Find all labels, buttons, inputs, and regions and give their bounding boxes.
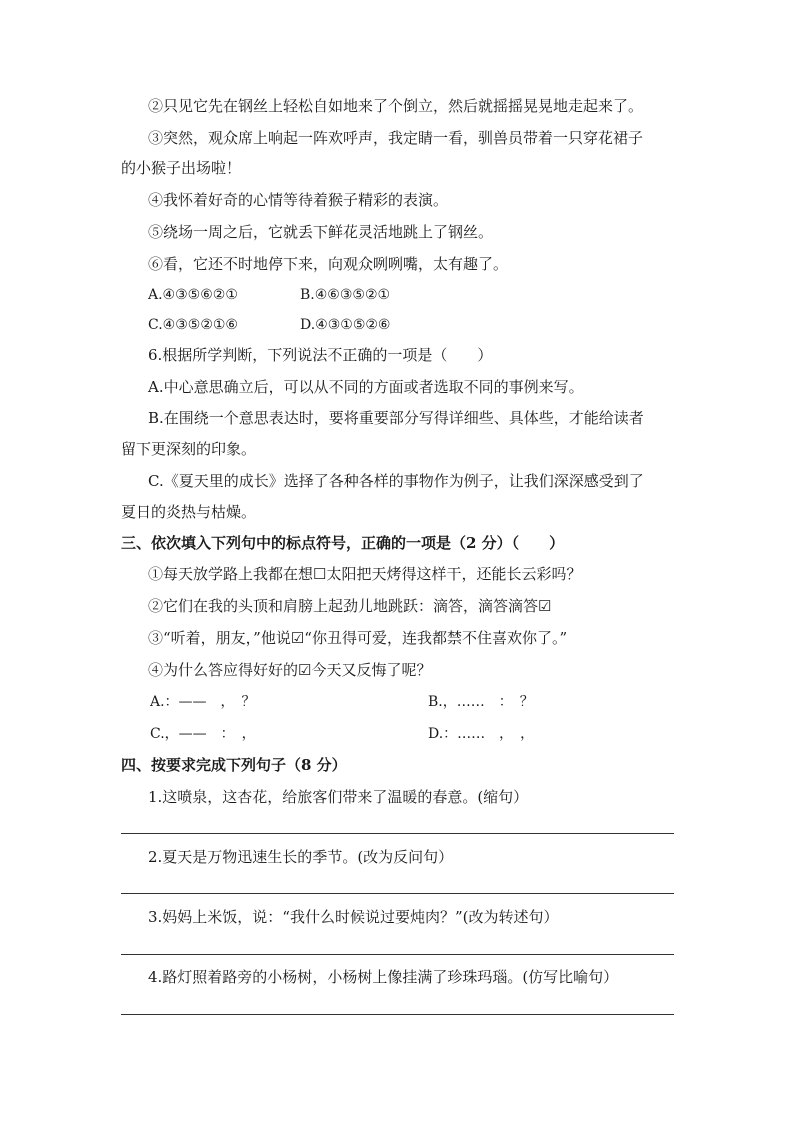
section4-heading: 四、按要求完成下列句子（8 分）	[121, 756, 347, 774]
q6-option-b-line1[interactable]: B.在围绕一个意思表达时，要将重要部分写得详细些、具体些，才能给读者	[148, 409, 644, 427]
section3-option-c[interactable]: C.，—— ： ，	[150, 726, 256, 742]
section4-item-1: 1.这喷泉，这杏花，给旅客们带来了温暖的春意。(缩句）	[148, 788, 529, 806]
q5-sentence-5: ⑤绕场一周之后，它就丢下鲜花灵活地跳上了钢丝。	[148, 223, 494, 241]
q6-option-a[interactable]: A.中心意思确立后，可以从不同的方面或者选取不同的事例来写。	[148, 378, 584, 396]
q5-option-d[interactable]: D.④③①⑤②⑥	[300, 317, 391, 333]
answer-line-3[interactable]	[121, 954, 674, 955]
q5-sentence-3-line2: 的小猴子出场啦！	[121, 159, 242, 177]
answer-line-2[interactable]	[121, 893, 674, 894]
answer-line-4[interactable]	[121, 1014, 674, 1015]
q6-option-b-line2[interactable]: 留下更深刻的印象。	[121, 440, 257, 458]
section3-sentence-3: ③“听着，朋友，”他说☑“你丑得可爱，连我都禁不住喜欢你了。”	[148, 629, 568, 647]
q5-option-c[interactable]: C.④③⑤②①⑥	[148, 317, 238, 333]
section3-heading: 三、依次填入下列句中的标点符号，正确的一项是（2 分）（ ）	[121, 534, 565, 552]
section3-option-b[interactable]: B.，…… ： ？	[428, 694, 534, 710]
q5-sentence-6: ⑥看，它还不时地停下来，向观众咧咧嘴，太有趣了。	[148, 255, 509, 273]
q5-option-b[interactable]: B.④⑥③⑤②①	[300, 287, 391, 303]
section3-option-d[interactable]: D.：…… ， ，	[428, 726, 535, 742]
section3-sentence-4: ④为什么答应得好好的☑今天又反悔了呢？	[148, 661, 432, 679]
section4-item-3: 3.妈妈上米饭，说：“我什么时候说过要炖肉？”(改为转述句）	[148, 908, 559, 926]
section3-sentence-2: ②它们在我的头顶和肩膀上起劲儿地跳跃：滴答，滴答滴答☑	[148, 597, 552, 615]
section4-item-4: 4.路灯照着路旁的小杨树，小杨树上像挂满了珍珠玛瑙。(仿写比喻句）	[148, 968, 619, 986]
section3-sentence-1: ①每天放学路上我都在想☐太阳把天烤得这样干，还能长云彩吗？	[148, 565, 582, 583]
q5-sentence-4: ④我怀着好奇的心情等待着猴子精彩的表演。	[148, 191, 449, 209]
answer-line-1[interactable]	[121, 833, 674, 834]
q6-question: 6.根据所学判断，下列说法不正确的一项是（ ）	[148, 346, 493, 364]
q6-option-c-line2[interactable]: 夏日的炎热与枯燥。	[121, 503, 257, 521]
q5-sentence-2: ②只见它先在钢丝上轻松自如地来了个倒立，然后就摇摇晃晃地走起来了。	[148, 97, 644, 115]
q5-option-a[interactable]: A.④③⑤⑥②①	[148, 287, 238, 303]
q6-option-c-line1[interactable]: C.《夏天里的成长》选择了各种各样的事物作为例子，让我们深深感受到了	[148, 472, 644, 490]
q5-sentence-3-line1: ③突然，观众席上响起一阵欢呼声，我定睛一看，驯兽员带着一只穿花裙子	[148, 129, 644, 147]
section3-option-a[interactable]: A.：—— ， ？	[150, 694, 256, 710]
section4-item-2: 2.夏天是万物迅速生长的季节。(改为反问句）	[148, 848, 454, 866]
